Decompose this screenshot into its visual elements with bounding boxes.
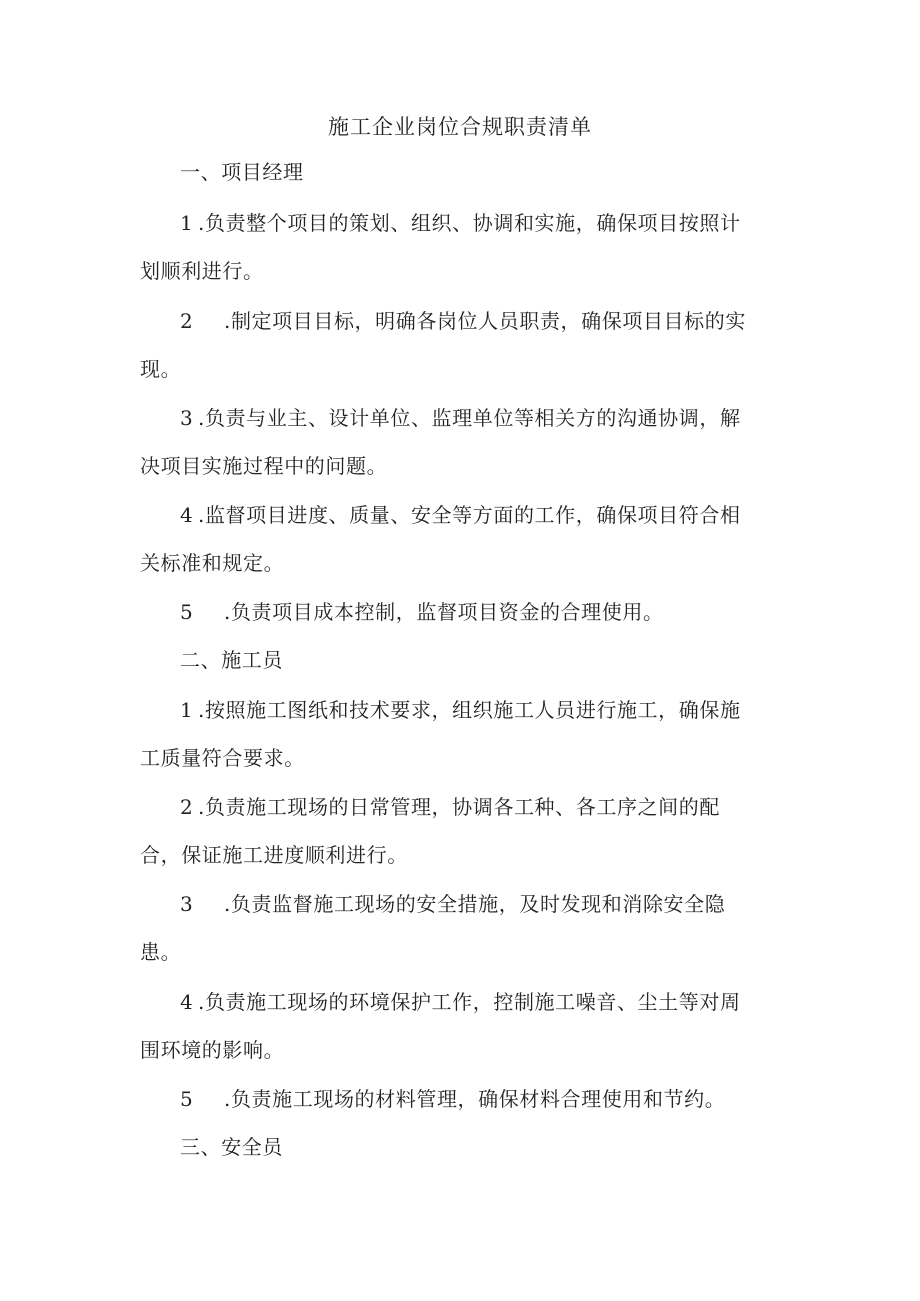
list-item-line: 5 .负责施工现场的材料管理，确保材料合理使用和节约。 bbox=[180, 1087, 726, 1111]
list-item-line: 3 .负责与业主、设计单位、监理单位等相关方的沟通协调，解 bbox=[180, 406, 741, 430]
list-item-continuation: 工质量符合要求。 bbox=[140, 746, 305, 770]
list-item-continuation: 关标准和规定。 bbox=[140, 551, 285, 575]
section-heading-construction-worker: 二、施工员 bbox=[180, 648, 283, 672]
list-item-line: 2 .负责施工现场的日常管理，协调各工种、各工序之间的配 bbox=[180, 795, 720, 819]
list-item-continuation: 围环境的影响。 bbox=[140, 1038, 285, 1062]
list-item-line: 2 .制定项目目标，明确各岗位人员职责，确保项目目标的实 bbox=[180, 309, 746, 333]
list-item-line: 4 .监督项目进度、质量、安全等方面的工作，确保项目符合相 bbox=[180, 503, 741, 527]
list-item-continuation: 决项目实施过程中的问题。 bbox=[140, 454, 388, 478]
list-item-continuation: 合，保证施工进度顺利进行。 bbox=[140, 843, 408, 867]
document-title: 施工企业岗位合规职责清单 bbox=[328, 115, 592, 139]
list-item-continuation: 划顺利进行。 bbox=[140, 259, 264, 283]
list-item-continuation: 现。 bbox=[140, 357, 182, 381]
list-item-line: 1 .按照施工图纸和技术要求，组织施工人员进行施工，确保施 bbox=[180, 698, 741, 722]
list-item-line: 1 .负责整个项目的策划、组织、协调和实施，确保项目按照计 bbox=[180, 211, 741, 235]
section-heading-safety-officer: 三、安全员 bbox=[180, 1135, 283, 1159]
list-item-line: 4 .负责施工现场的环境保护工作，控制施工噪音、尘土等对周 bbox=[180, 990, 741, 1014]
section-heading-project-manager: 一、项目经理 bbox=[180, 160, 304, 184]
list-item-line: 3 .负责监督施工现场的安全措施，及时发现和消除安全隐 bbox=[180, 892, 726, 916]
list-item-line: 5 .负责项目成本控制，监督项目资金的合理使用。 bbox=[180, 600, 664, 624]
list-item-continuation: 患。 bbox=[140, 940, 182, 964]
